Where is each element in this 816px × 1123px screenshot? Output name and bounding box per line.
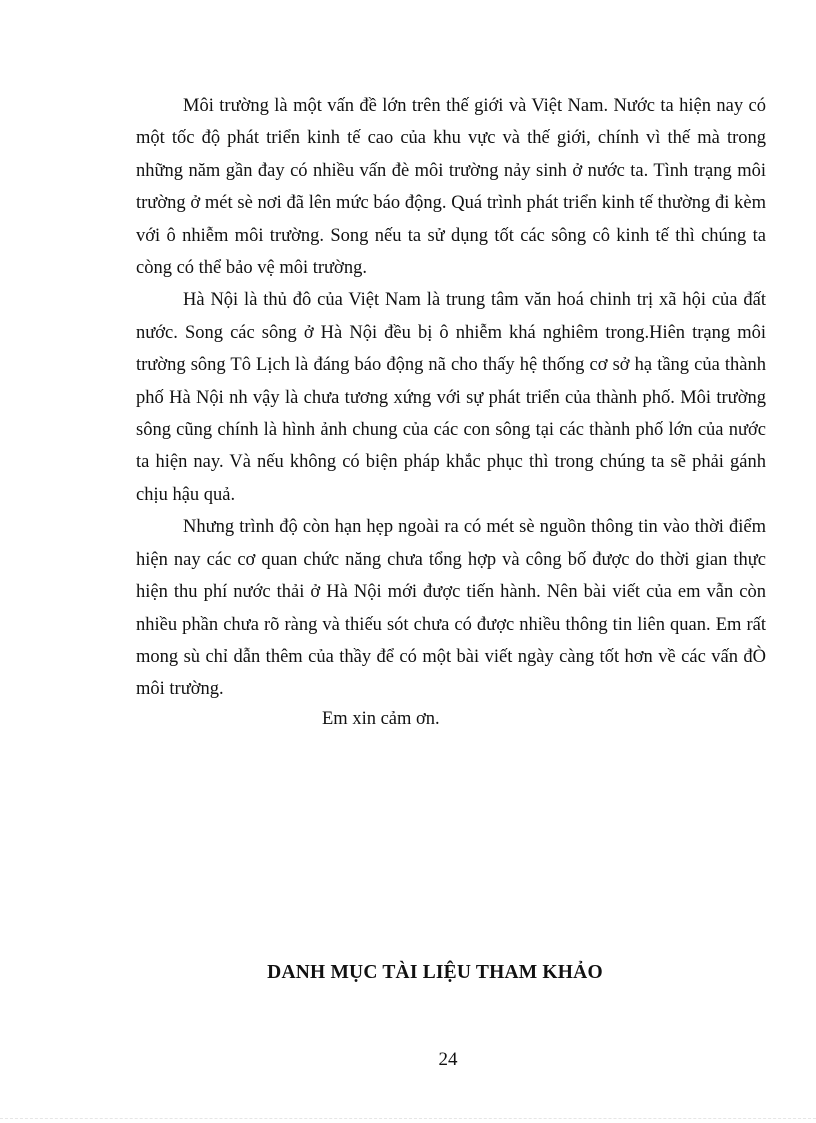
body-text [136,90,766,706]
paragraph-limitations: Nhưng trình độ còn hạn hẹp ngoài ra có mét sè nguồn thông tin vào thời điểm hiện nay các cơ quan chức năng chưa tổng hợp và công bố được do thời gian thực hiện thu phí nước thải ở Hà Nội mới được tiến hành. Nên bài viết của em vẫn còn nhiều phần chưa rõ ràng và thiếu sót chưa có được nhiều thông tin liên quan. Em rất mong sù chỉ dẫn thêm của thầy để có một bài viết ngày càng tốt hơn về các vấn đÒ môi trường. [136,517,766,700]
page-number: 24 [438,1049,458,1070]
page-bottom-divider [0,1118,816,1119]
paragraph-hanoi-rivers: Hà Nội là thủ đô của Việt Nam là trung tâm văn hoá chinh trị xã hội của đất nước. Song các sông ở Hà Nội đều bị ô nhiễm khá nghiêm trong.Hiên trạng môi trường sông Tô Lịch là đáng báo động nã cho thấy hệ thống cơ sở hạ tầng của thành phố Hà Nội nh vậy là chưa tương xứng với sự phát triển của thành phố. Môi trường sông cũng chính là hình ảnh chung của các con sông tại các thành phố lớn của nước ta hiện nay. Và nếu không có biện pháp khắc phục thì trong chúng ta sẽ phải gánh chịu hậu quả. [136,290,766,505]
references-heading: DANH MỤC TÀI LIỆU THAM KHẢO [267,962,603,983]
paragraph-intro: Môi trường là một vấn đề lớn trên thế giới và Việt Nam. Nước ta hiện nay có một tốc độ phát triển kinh tế cao của khu vực và thế giới, chính vì thế mà trong những năm gần đay có nhiều vấn đè môi trường nảy sinh ở nước ta. Tình trạng môi trường ở mét sè nơi đã lên mức báo động. Quá trình phát triển kinh tế thường đi kèm với ô nhiễm môi trường. Song nếu ta sử dụng tốt các sông cô kinh tế thì chúng ta còng có thể bảo vệ môi trường. [136,96,766,279]
closing-thanks: Em xin cảm ơn. [322,709,440,729]
